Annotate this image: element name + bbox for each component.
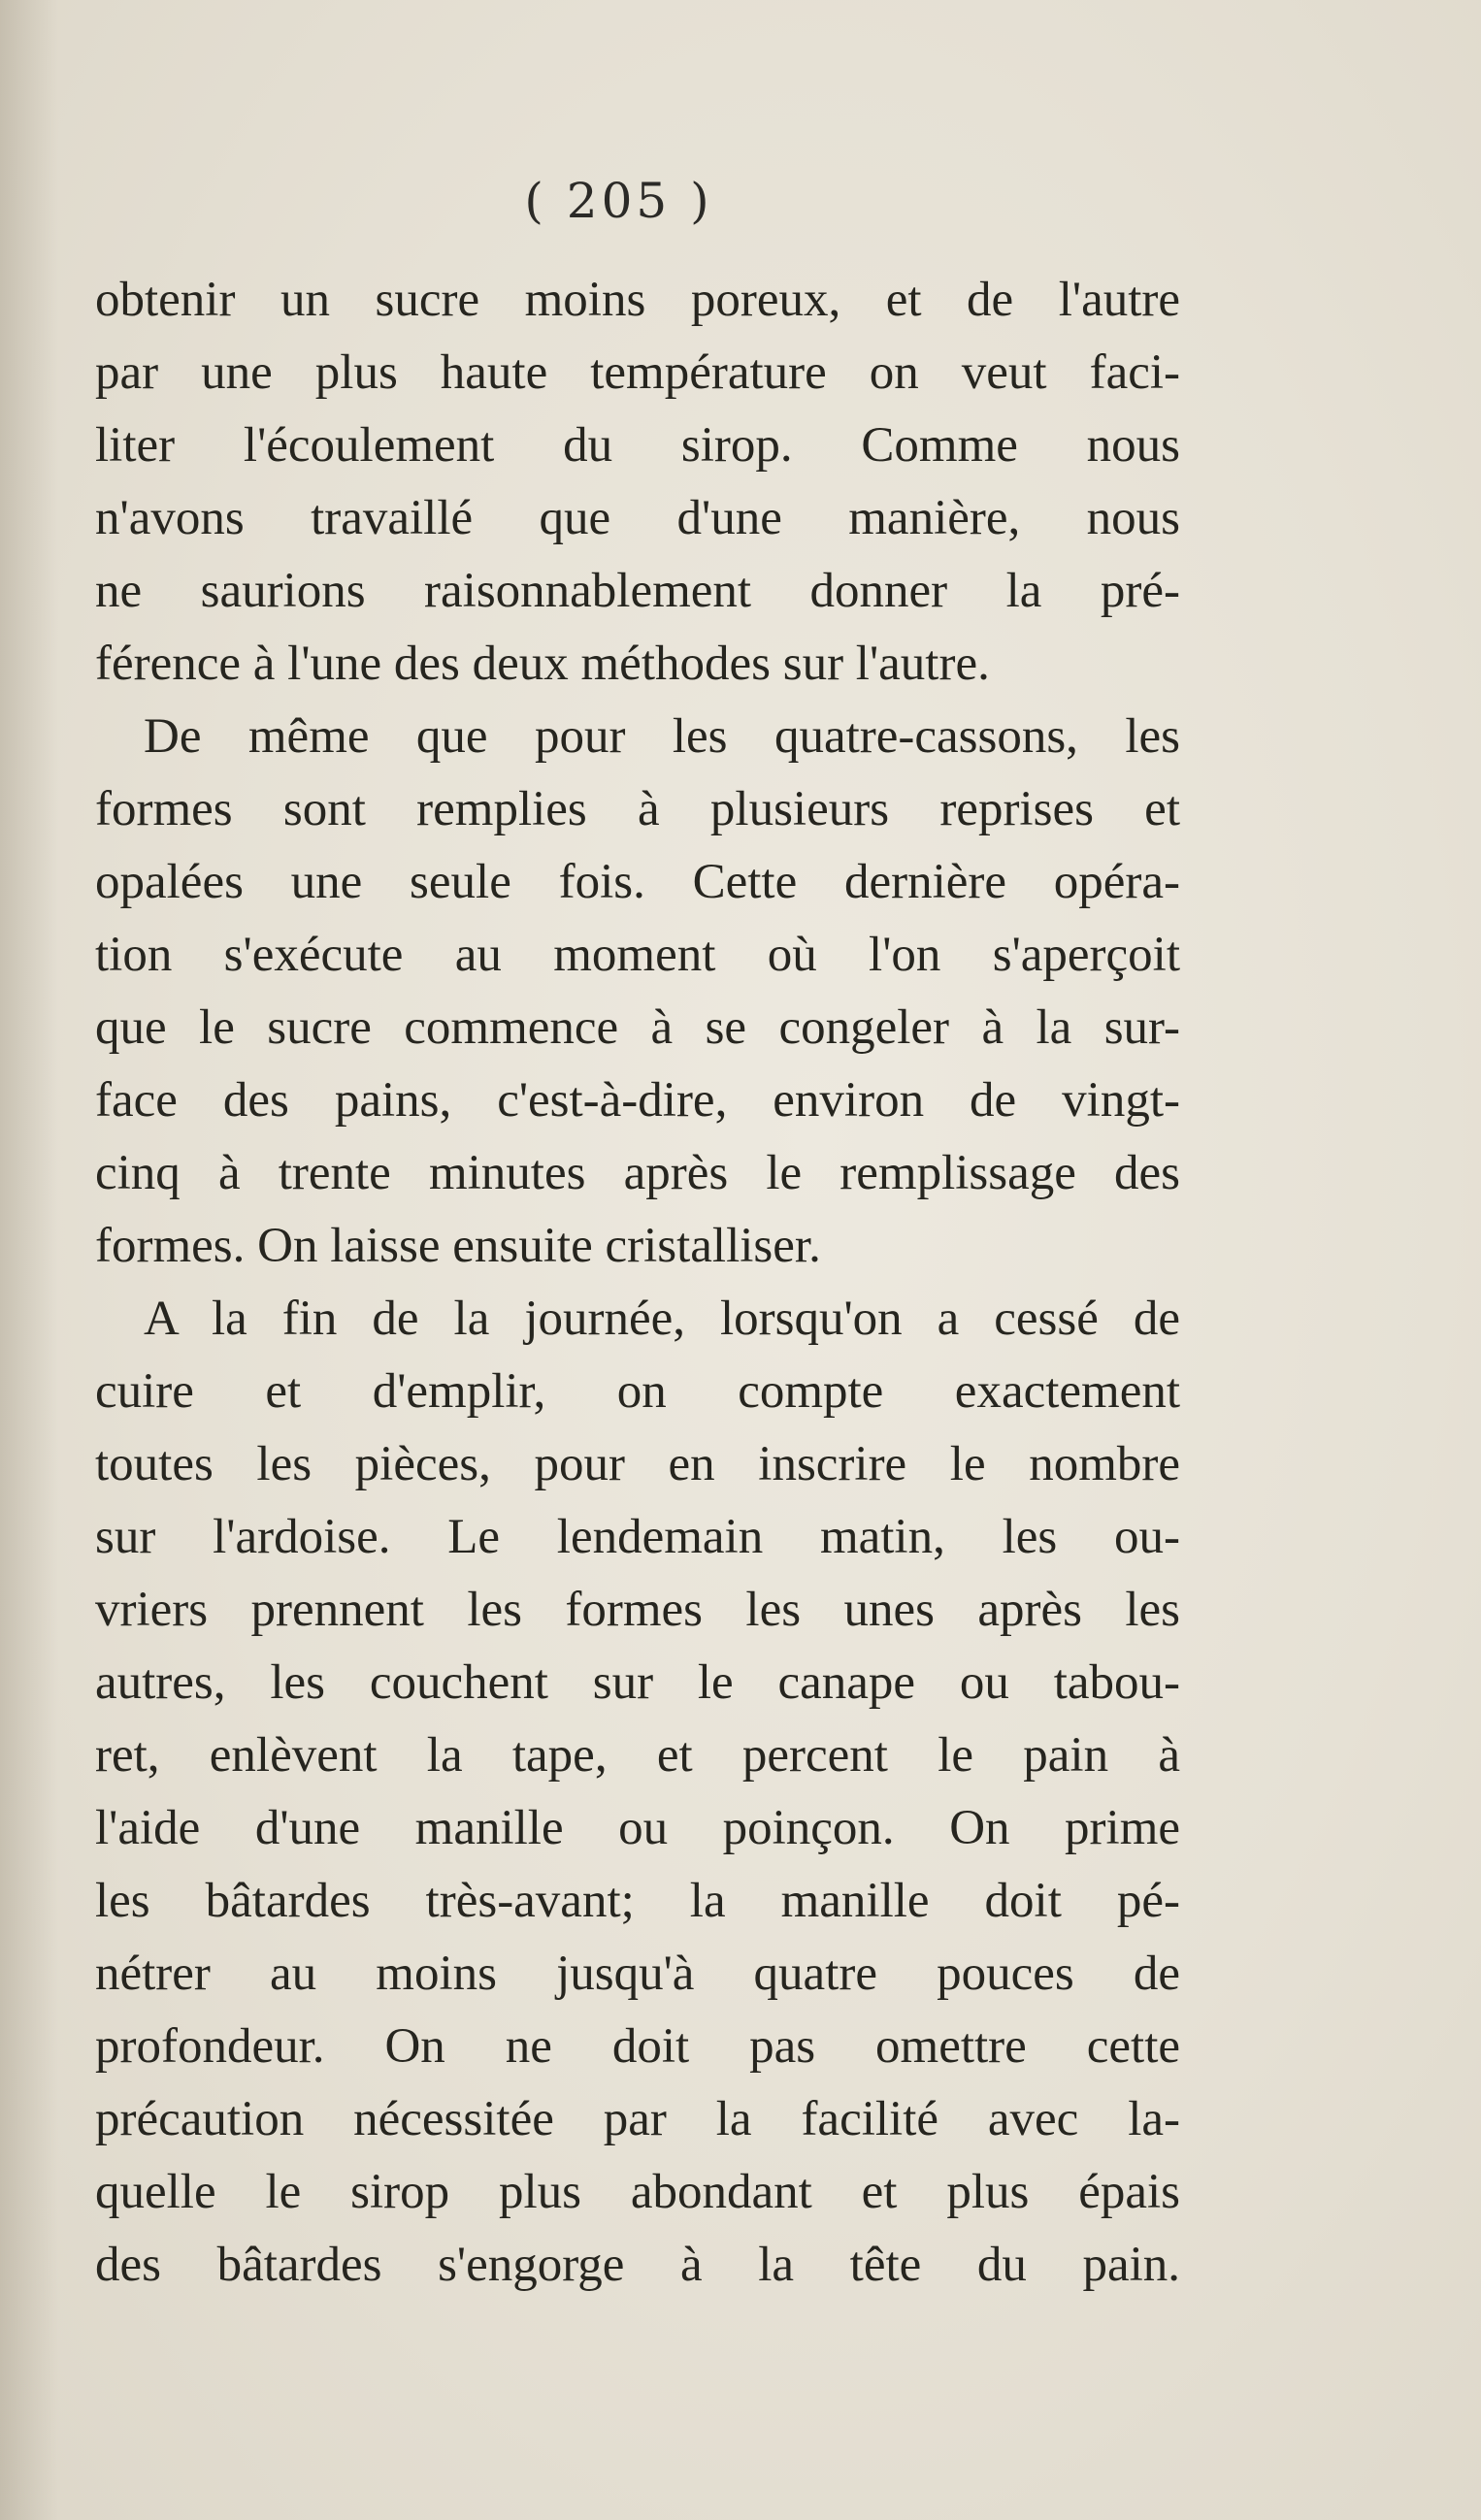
text-line: précaution nécessitée par la facilité avec la-: [95, 2092, 1180, 2146]
text-line: vriers prennent les formes les unes après les: [95, 1583, 1180, 1637]
gutter-shadow: [0, 0, 58, 2520]
text-line: liter l'écoulement du sirop. Comme nous: [95, 418, 1180, 473]
text-line: De même que pour les quatre-cassons, les: [144, 709, 1180, 764]
text-line: A la fin de la journée, lorsqu'on a cessé de: [144, 1292, 1180, 1346]
text-line: nétrer au moins jusqu'à quatre pouces de: [95, 1947, 1180, 2001]
text-line: ret, enlèvent la tape, et percent le pain à: [95, 1728, 1180, 1783]
text-line: formes. On laisse ensuite cristalliser.: [95, 1219, 821, 1273]
text-line: toutes les pièces, pour en inscrire le nombre: [95, 1437, 1180, 1491]
text-line: formes sont remplies à plusieurs reprises et: [95, 782, 1180, 836]
text-line: autres, les couchent sur le canape ou tabou-: [95, 1655, 1180, 1710]
text-line: férence à l'une des deux méthodes sur l'autre.: [95, 637, 990, 691]
text-line: profondeur. On ne doit pas omettre cette: [95, 2019, 1180, 2074]
text-line: par une plus haute température on veut faci-: [95, 345, 1180, 400]
text-line: n'avons travaillé que d'une manière, nous: [95, 491, 1180, 545]
page-number: ( 205 ): [524, 173, 713, 229]
text-line: cinq à trente minutes après le remplissage des: [95, 1146, 1180, 1200]
text-line: que le sucre commence à se congeler à la sur-: [95, 1000, 1180, 1055]
text-line: quelle le sirop plus abondant et plus épais: [95, 2165, 1180, 2219]
text-line: des bâtardes s'engorge à la tête du pain.: [95, 2238, 1180, 2292]
text-line: face des pains, c'est-à-dire, environ de vingt-: [95, 1073, 1180, 1128]
text-line: opalées une seule fois. Cette dernière opéra-: [95, 855, 1180, 909]
text-line: les bâtardes très-avant; la manille doit pé-: [95, 1874, 1180, 1928]
text-line: tion s'exécute au moment où l'on s'aperçoit: [95, 928, 1180, 982]
body-text: [95, 264, 1180, 2302]
text-line: ne saurions raisonnablement donner la pré-: [95, 564, 1180, 618]
text-line: cuire et d'emplir, on compte exactement: [95, 1364, 1180, 1419]
text-line: l'aide d'une manille ou poinçon. On prime: [95, 1801, 1180, 1855]
text-line: sur l'ardoise. Le lendemain matin, les ou-: [95, 1510, 1180, 1564]
text-line: obtenir un sucre moins poreux, et de l'autre: [95, 273, 1180, 327]
